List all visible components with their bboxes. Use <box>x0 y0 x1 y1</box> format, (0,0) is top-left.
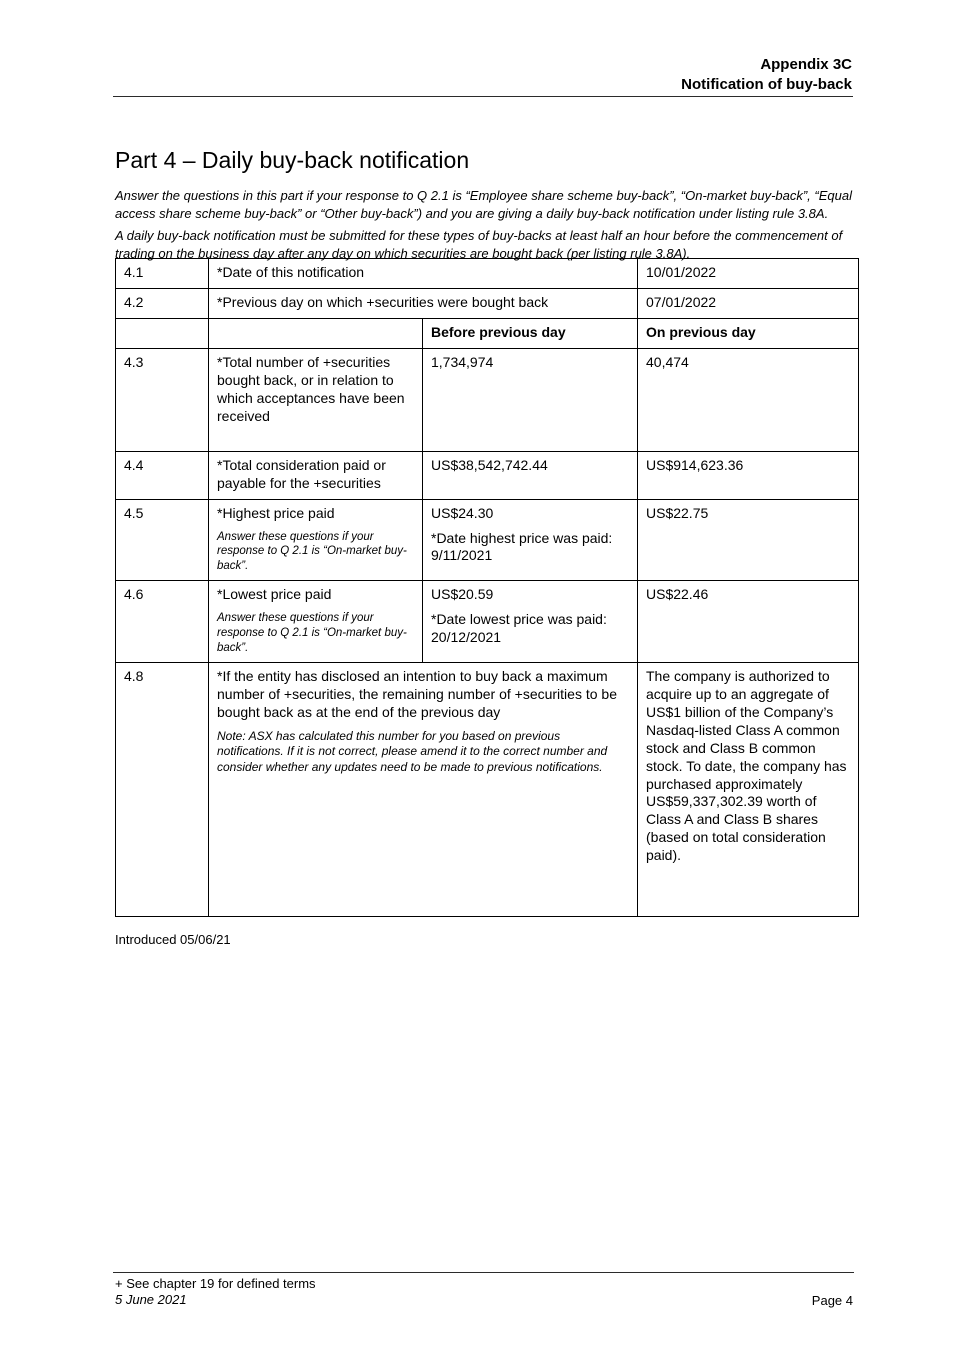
footer-page-number: Page 4 <box>811 1293 853 1308</box>
row-4-5-label <box>209 499 423 581</box>
row-4-6-number: 4.6 <box>116 581 209 663</box>
table-row-4-1 <box>116 259 859 289</box>
document-header <box>115 55 852 94</box>
row-4-5-note: Answer these questions if your response to Q 2.1 is “On-market buy-back”. <box>217 530 407 573</box>
table-row-4-3 <box>116 348 859 451</box>
row-4-1-value: 10/01/2022 <box>638 259 859 289</box>
row-4-4-before-value: US$38,542,742.44 <box>423 451 638 499</box>
header-empty-cell-2 <box>209 318 423 348</box>
footer-left-block <box>115 1276 316 1309</box>
row-4-1-number: 4.1 <box>116 259 209 289</box>
row-4-5-number: 4.5 <box>116 499 209 581</box>
column-header-before-previous-day: Before previous day <box>423 318 638 348</box>
row-4-5-before-value <box>423 499 638 581</box>
footer-divider <box>113 1272 854 1273</box>
row-4-6-note: Answer these questions if your response to Q 2.1 is “On-market buy-back”. <box>217 612 407 655</box>
buyback-notification-table <box>115 258 859 917</box>
table-row-4-8 <box>116 663 859 917</box>
row-4-3-label: *Total number of +securities bought back, or in relation to which acceptances have been received <box>209 348 423 451</box>
footer-defined-terms: + See chapter 19 for defined terms <box>115 1276 316 1291</box>
table-row-4-5 <box>116 499 859 581</box>
row-4-8-label <box>209 663 638 917</box>
table-row-4-6 <box>116 581 859 663</box>
header-appendix-label: Appendix 3C <box>760 56 852 73</box>
row-4-6-before-date: *Date lowest price was paid: 20/12/2021 <box>431 611 607 646</box>
row-4-1-label: *Date of this notification <box>209 259 638 289</box>
table-row-4-2 <box>116 289 859 319</box>
row-4-5-before-price: US$24.30 <box>431 504 494 521</box>
row-4-6-before-price: US$20.59 <box>431 586 494 603</box>
row-4-4-number: 4.4 <box>116 451 209 499</box>
row-4-6-label-text: *Lowest price paid <box>217 586 332 603</box>
row-4-5-before-date: *Date highest price was paid: 9/11/2021 <box>431 529 613 564</box>
row-4-4-label: *Total consideration paid or payable for the +securities <box>209 451 423 499</box>
row-4-8-note: Note: ASX has calculated this number for you based on previous notifications. If it is not correct, please amend it to the correct number and consider whether any updates need to be made to previous notifications. <box>217 728 608 774</box>
row-4-8-label-text: *If the entity has disclosed an intention to buy back a maximum number of +securities, the remaining number of +securities to be bought back as at the end of the previous day <box>217 668 617 720</box>
row-4-4-on-value: US$914,623.36 <box>638 451 859 499</box>
row-4-6-before-value <box>423 581 638 663</box>
intro-paragraph-2: A daily buy-back notification must be submitted for these types of buy-backs at least half an hour before the commencement of trading on the business day after any day on which securities are bought back (per listing rule 3.8A). <box>115 228 843 261</box>
row-4-8-number: 4.8 <box>116 663 209 917</box>
header-subtitle: Notification of buy-back <box>681 75 852 93</box>
row-4-3-on-value: 40,474 <box>638 348 859 451</box>
intro-paragraph-1: Answer the questions in this part if your response to Q 2.1 is “Employee share scheme buy-back”, “On-market buy-back”, “Equal access share scheme buy-back” or “Other buy-back”) and you are giving a daily buy-back notification under listing rule 3.8A. <box>115 188 852 221</box>
page-title: Part 4 – Daily buy-back notification <box>115 147 470 173</box>
row-4-2-label: *Previous day on which +securities were bought back <box>209 289 638 319</box>
header-divider <box>113 96 853 97</box>
row-4-5-on-value: US$22.75 <box>638 499 859 581</box>
row-4-3-number: 4.3 <box>116 348 209 451</box>
row-4-2-number: 4.2 <box>116 289 209 319</box>
table-column-header-row <box>116 318 859 348</box>
row-4-5-label-text: *Highest price paid <box>217 504 335 521</box>
header-empty-cell-1 <box>116 318 209 348</box>
introduced-note: Introduced 05/06/21 <box>115 932 231 947</box>
row-4-2-value: 07/01/2022 <box>638 289 859 319</box>
row-4-8-value: The company is authorized to acquire up to an aggregate of US$1 billion of the Company’s Nasdaq-listed Class A common stock and Class B common stock. To date, the company has purchased approximately US$59,337,302.39 worth of Class A and Class B shares (based on total consideration paid). <box>638 663 859 917</box>
row-4-6-on-value: US$22.46 <box>638 581 859 663</box>
table-row-4-4 <box>116 451 859 499</box>
row-4-3-before-value: 1,734,974 <box>423 348 638 451</box>
footer-date: 5 June 2021 <box>115 1292 187 1308</box>
column-header-on-previous-day: On previous day <box>638 318 859 348</box>
row-4-6-label <box>209 581 423 663</box>
